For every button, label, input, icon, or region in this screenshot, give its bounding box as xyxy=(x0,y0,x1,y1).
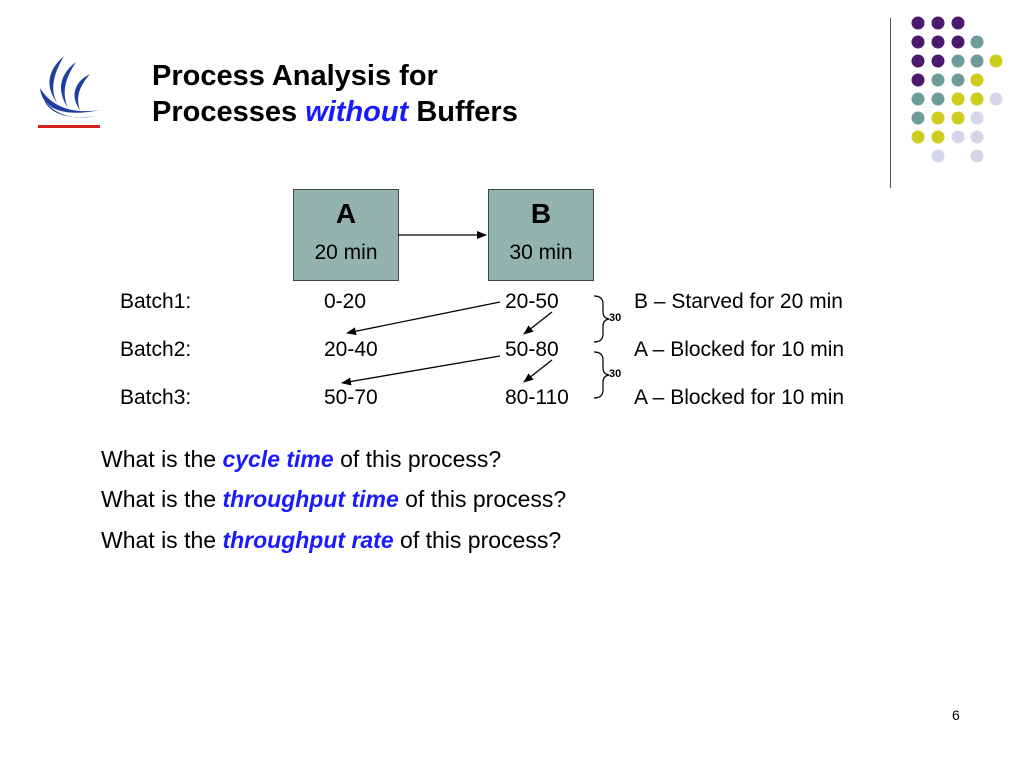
batch-2-a-time: 20-40 xyxy=(324,338,378,361)
process-b-duration: 30 min xyxy=(509,241,573,264)
title-word-buffers: Buffers xyxy=(416,96,518,128)
title-line-1: Process Analysis for xyxy=(152,60,438,92)
batch2-start-arrow xyxy=(347,302,500,333)
batch3-b-arrow xyxy=(524,360,552,382)
batch-3-label: Batch3: xyxy=(120,386,192,409)
batch-3-a-time: 50-70 xyxy=(324,386,378,409)
gap-label-1: 30 xyxy=(609,312,622,324)
question-3-emphasis: throughput rate xyxy=(222,527,394,553)
process-a-label: A xyxy=(335,198,357,229)
batch-1-b-time: 20-50 xyxy=(505,290,559,313)
batch-1-a-time: 0-20 xyxy=(324,290,367,313)
gap-label-2: 30 xyxy=(609,368,622,380)
batch-3-b-time: 80-110 xyxy=(505,386,569,409)
process-b-label: B xyxy=(530,198,552,229)
title-emphasis-without: without xyxy=(305,96,409,128)
batch-3-note: A – Blocked for 10 min xyxy=(634,386,845,409)
process-a-duration: 20 min xyxy=(314,241,378,264)
batch-2-note: A – Blocked for 10 min xyxy=(634,338,845,361)
title-word-processes: Processes xyxy=(152,96,298,128)
batch-2-label: Batch2: xyxy=(120,338,192,361)
question-throughput-time xyxy=(101,485,566,513)
gap-brace-1 xyxy=(594,296,609,342)
question-2-prefix: What is the xyxy=(101,486,217,512)
batch-1-label: Batch1: xyxy=(120,290,192,313)
gap-brace-2 xyxy=(594,352,609,398)
batch-1-note: B – Starved for 20 min xyxy=(634,290,843,313)
question-2-suffix: of this process? xyxy=(405,486,567,512)
question-3-prefix: What is the xyxy=(101,527,217,553)
question-cycle-time xyxy=(101,445,501,473)
question-1-suffix: of this process? xyxy=(340,446,502,472)
page-number: 6 xyxy=(952,707,960,723)
question-1-prefix: What is the xyxy=(101,446,217,472)
question-2-emphasis: throughput time xyxy=(222,486,399,512)
question-1-emphasis: cycle time xyxy=(222,446,334,472)
question-throughput-rate xyxy=(101,526,561,554)
batch2-b-arrow xyxy=(524,312,552,334)
question-3-suffix: of this process? xyxy=(400,527,562,553)
batch-2-b-time: 50-80 xyxy=(505,338,559,361)
